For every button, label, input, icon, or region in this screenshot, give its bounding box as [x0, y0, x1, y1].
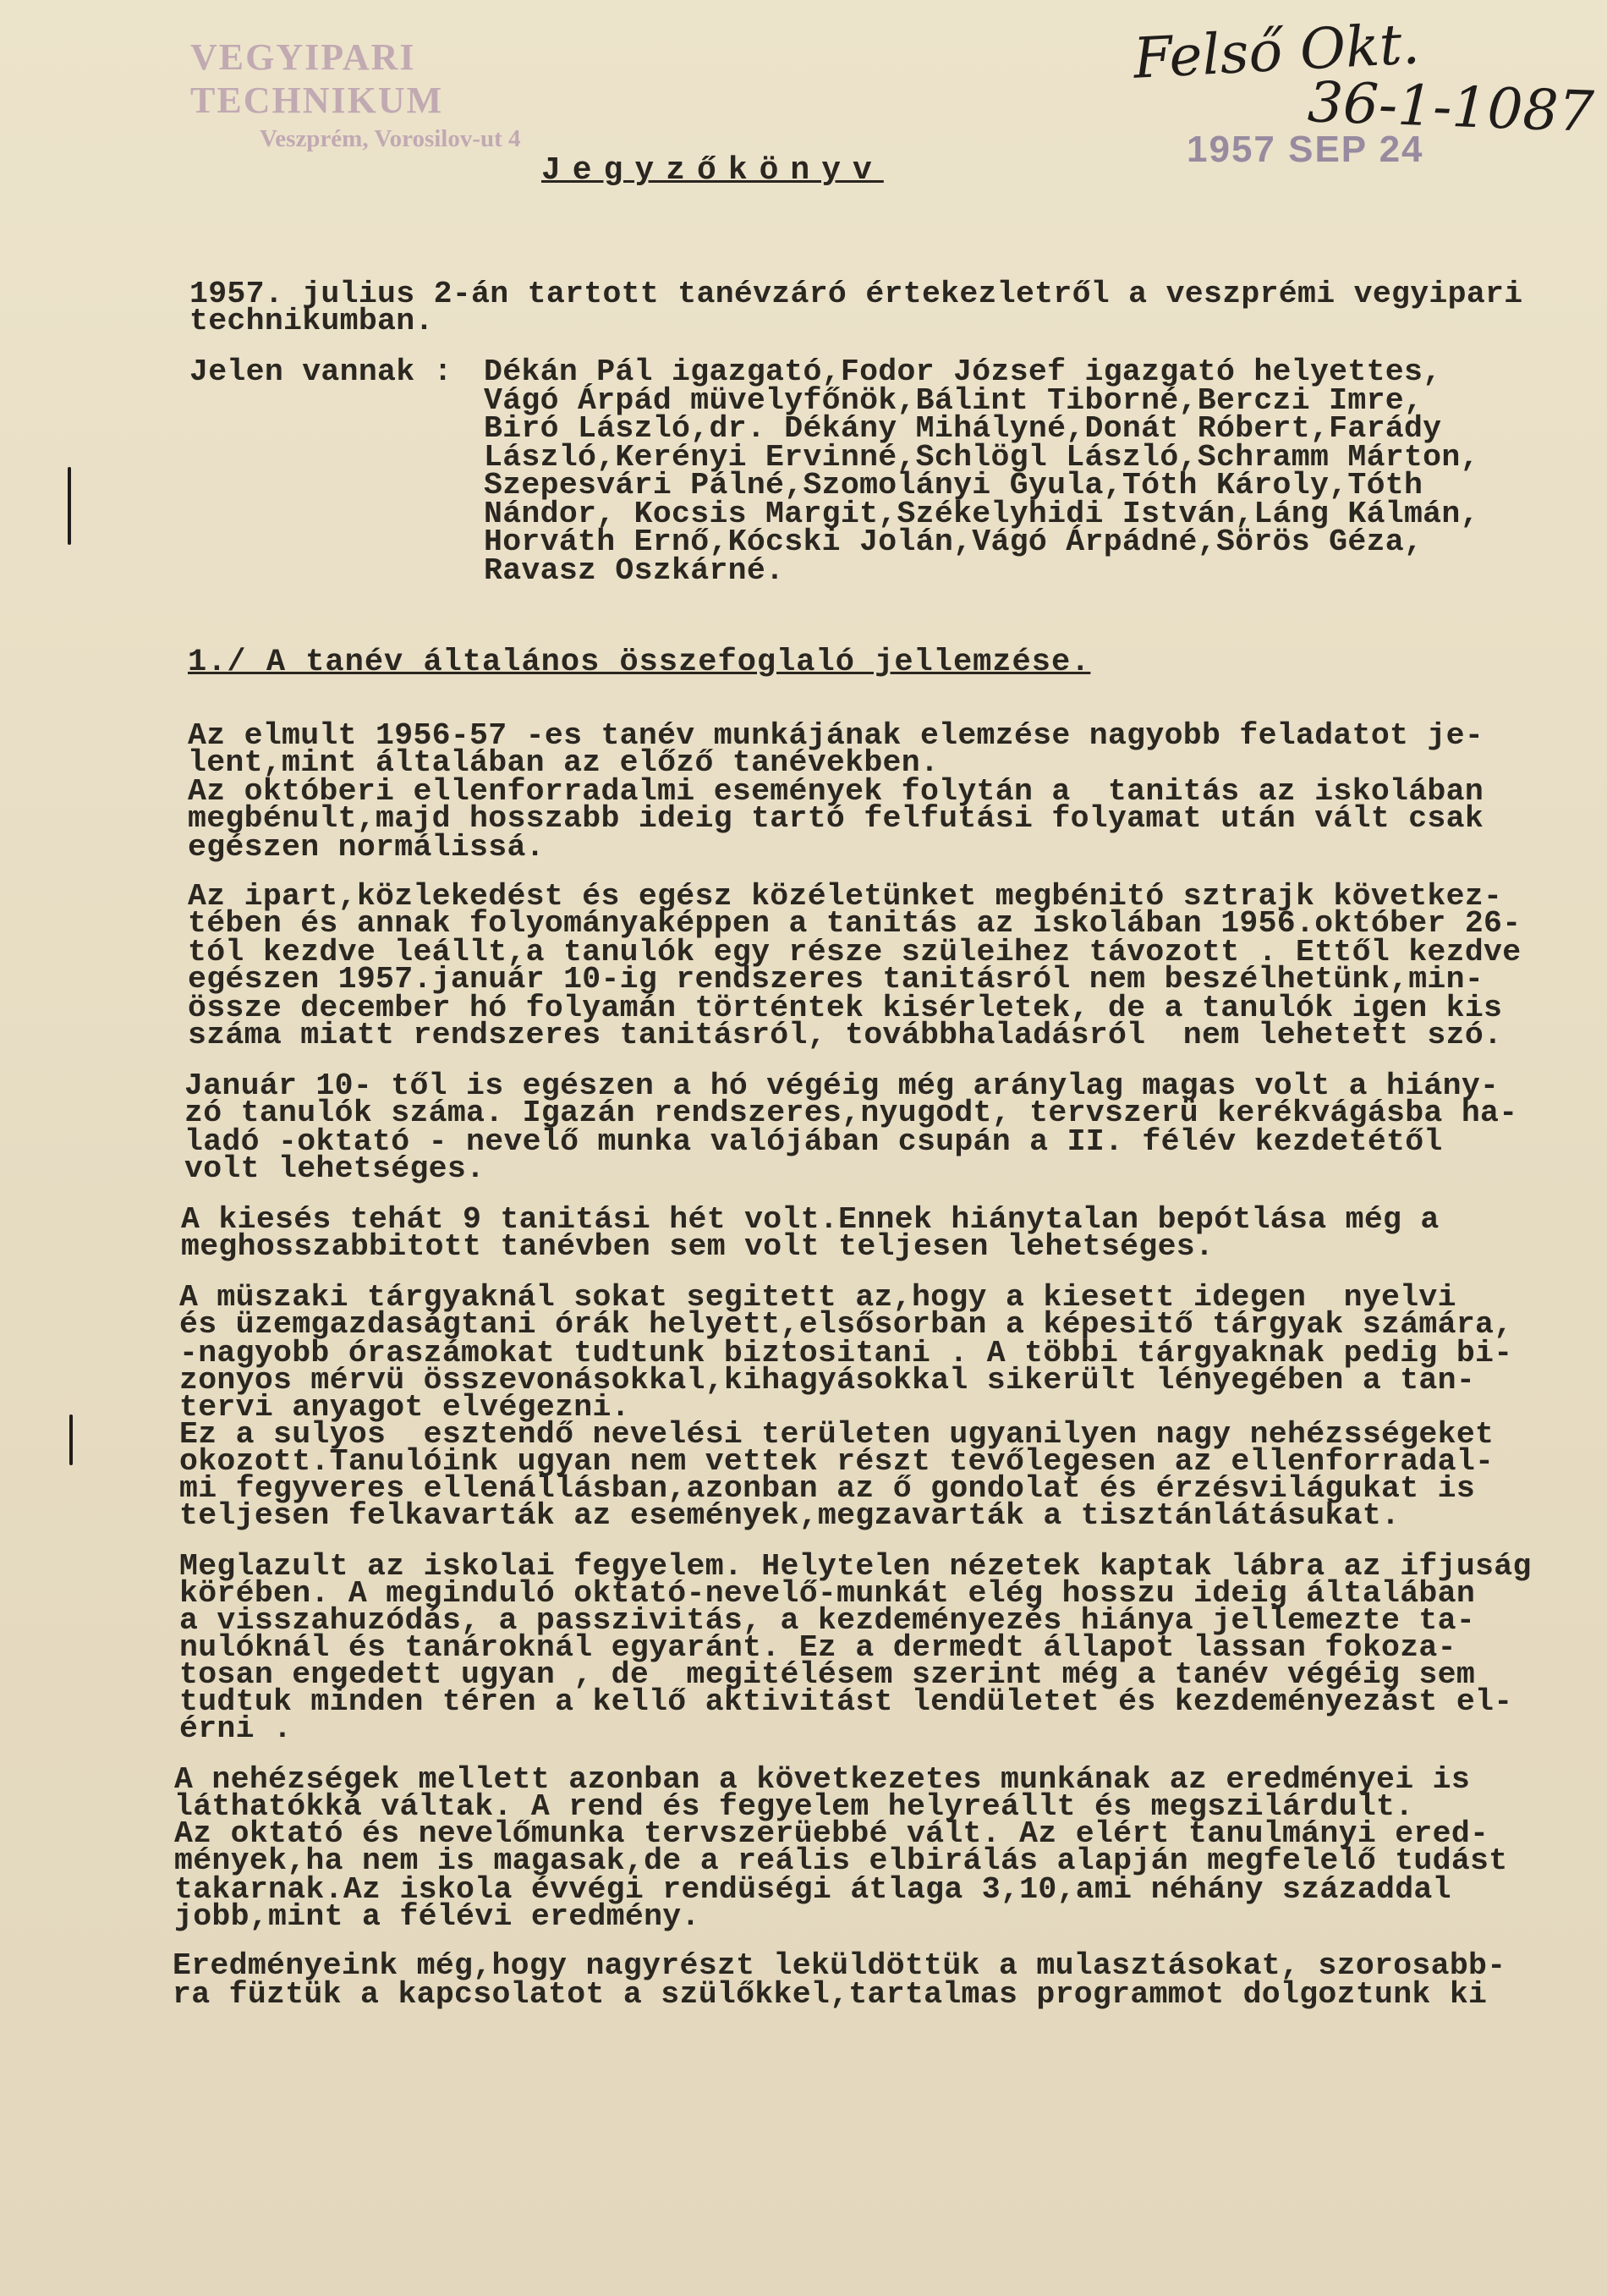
- body-line: A nehézségek mellett azonban a következetes munkának az eredményei is: [174, 1762, 1471, 1797]
- body-line: Az ipart,közlekedést és egész közéletünket megbénitó sztrajk következ-: [188, 879, 1503, 914]
- body-line: mi fegyveres ellenállásban,azonban az ő gondolat és érzésvilágukat is: [179, 1471, 1476, 1506]
- attendees-label: Jelen vannak :: [189, 354, 452, 389]
- body-line: tudtuk minden téren a kellő aktivitást lendületet és kezdeményezást el-: [179, 1684, 1513, 1719]
- body-line: a visszahuzódás, a passzivitás, a kezdeményezés hiánya jellemezte ta-: [179, 1603, 1476, 1638]
- body-line: Ez a sulyos esztendő nevelési területen ugyanilyen nagy nehézsségeket: [179, 1417, 1495, 1452]
- school-stamp-address: Veszprém, Vorosilov-ut 4: [260, 125, 521, 152]
- body-line: -nagyobb óraszámokat tudtunk biztositani . A többi tárgyaknak pedig bi-: [179, 1336, 1513, 1370]
- school-stamp: [190, 36, 664, 153]
- body-line: takarnak.Az iskola évvégi rendüségi átlaga 3,10,ami néhány századdal: [174, 1872, 1451, 1907]
- body-line: Január 10- től is egészen a hó végéig még aránylag magas volt a hiány-: [184, 1068, 1500, 1103]
- attendee-line: Vágó Árpád müvelyfőnök,Bálint Tiborné,Berczi Imre,: [484, 382, 1423, 418]
- body-line: teljesen felkavarták az események,megzavarták a tisztánlátásukat.: [179, 1498, 1401, 1533]
- body-line: egészen 1957.január 10-ig rendszeres tanitásról nem beszélhetünk,min-: [188, 962, 1484, 997]
- date-stamp: 1957 SEP 24: [1187, 129, 1424, 170]
- body-line: száma miatt rendszeres tanitásról, továbbhaladásról nem lehetett szó.: [188, 1018, 1503, 1052]
- body-line: érni .: [179, 1711, 293, 1746]
- body-line: jobb,mint a félévi eredmény.: [174, 1899, 700, 1934]
- handwritten-note: Felső Okt.: [1132, 11, 1422, 91]
- body-line: mények,ha nem is magasak,de a reális elbirálás alapján megfelelő tudást: [174, 1843, 1508, 1878]
- body-line: tében és annak folyományaképpen a tanitás az iskolában 1956.október 26-: [188, 906, 1522, 941]
- body-line: tervi anyagot elvégezni.: [179, 1390, 630, 1425]
- attendee-line: Ravasz Oszkárné.: [484, 552, 785, 588]
- body-line: Az elmult 1956-57 -es tanév munkájának elemzése nagyobb feladatot je-: [188, 718, 1484, 753]
- body-line: körében. A meginduló oktató-nevelő-munkát elég hosszu ideig általában: [179, 1576, 1476, 1611]
- body-line: és üzemgazdaságtani órák helyett,elsősorban a képesitő tárgyak számára,: [179, 1307, 1513, 1342]
- handwritten-number: 36-1-1087: [1306, 69, 1595, 145]
- body-line: zó tanulók száma. Igazán rendszeres,nyugodt, tervszerü kerékvágásba ha-: [184, 1096, 1518, 1130]
- body-line: Az októberi ellenforradalmi események folytán a tanitás az iskolában: [188, 774, 1484, 809]
- body-line: ladó -oktató - nevelő munka valójában csupán a II. félév kezdetétől: [184, 1124, 1443, 1159]
- document-title: Jegyzőkönyv: [541, 152, 884, 189]
- attendee-line: Horváth Ernő,Kócski Jolán,Vágó Árpádné,Sörös Géza,: [484, 525, 1423, 559]
- body-line: meghosszabbitott tanévben sem volt teljesen lehetséges.: [181, 1229, 1215, 1264]
- attendee-line: Biró László,dr. Dékány Mihályné,Donát Róbert,Farády: [484, 411, 1442, 446]
- attendee-line: Szepesvári Pálné,Szomolányi Gyula,Tóth Károly,Tóth: [484, 468, 1423, 503]
- body-line: Eredményeink még,hogy nagyrészt leküldöttük a mulasztásokat, szorosabb-: [173, 1948, 1506, 1983]
- body-line: tosan engedett ugyan , de megitélésem szerint még a tanév végéig sem: [179, 1657, 1476, 1692]
- attendee-line: László,Kerényi Ervinné,Schlögl László,Schramm Márton,: [484, 439, 1479, 475]
- body-line: A kiesés tehát 9 tanitási hét volt.Ennek hiánytalan bepótlása még a: [181, 1202, 1440, 1237]
- margin-mark: [68, 467, 71, 545]
- body-line: Meglazult az iskolai fegyelem. Helytelen nézetek kaptak lábra az ifjuság: [179, 1549, 1532, 1584]
- body-line: A müszaki tárgyaknál sokat segitett az,hogy a kiesett idegen nyelvi: [179, 1280, 1456, 1315]
- body-line: Az oktató és nevelőmunka tervszerüebbé vált. Az elért tanulmányi ered-: [174, 1816, 1489, 1851]
- section-heading: 1./ A tanév általános összefoglaló jellemzése.: [188, 645, 1091, 680]
- attendee-line: Dékán Pál igazgató,Fodor József igazgató helyettes,: [484, 354, 1442, 389]
- body-line: zonyos mérvü összevonásokkal,kihagyásokkal sikerült lényegében a tan-: [179, 1363, 1476, 1398]
- attendee-line: Nándor, Kocsis Margit,Székelyhidi István,Láng Kálmán,: [484, 496, 1479, 531]
- body-line: okozott.Tanulóink ugyan nem vettek részt tevőlegesen az ellenforradal-: [179, 1444, 1495, 1479]
- body-line: nulóknál és tanároknál egyaránt. Ez a dermedt állapot lassan fokoza-: [179, 1630, 1456, 1665]
- body-line: egészen normálissá.: [188, 830, 545, 865]
- margin-mark: [69, 1414, 73, 1465]
- body-line: volt lehetséges.: [184, 1151, 485, 1186]
- school-stamp-name: VEGYIPARI TECHNIKUM: [190, 36, 444, 121]
- body-line: tól kezdve leállt,a tanulók egy része szüleihez távozott . Ettől kezdve: [188, 935, 1522, 969]
- intro-line: technikumban.: [189, 304, 434, 338]
- body-line: össze december hó folyamán történtek kisérletek, de a tanulók igen kis: [188, 991, 1503, 1025]
- body-line: ra füztük a kapcsolatot a szülőkkel,tartalmas programmot dolgoztunk ki: [173, 1977, 1488, 2012]
- body-line: láthatókká váltak. A rend és fegyelem helyreállt és megszilárdult.: [174, 1789, 1414, 1824]
- body-line: lent,mint általában az előző tanévekben.: [188, 745, 940, 780]
- body-line: megbénult,majd hosszabb ideig tartó felfutási folyamat után vált csak: [188, 801, 1484, 836]
- intro-line: 1957. julius 2-án tartott tanévzáró értekezletről a veszprémi vegyipari: [189, 277, 1523, 311]
